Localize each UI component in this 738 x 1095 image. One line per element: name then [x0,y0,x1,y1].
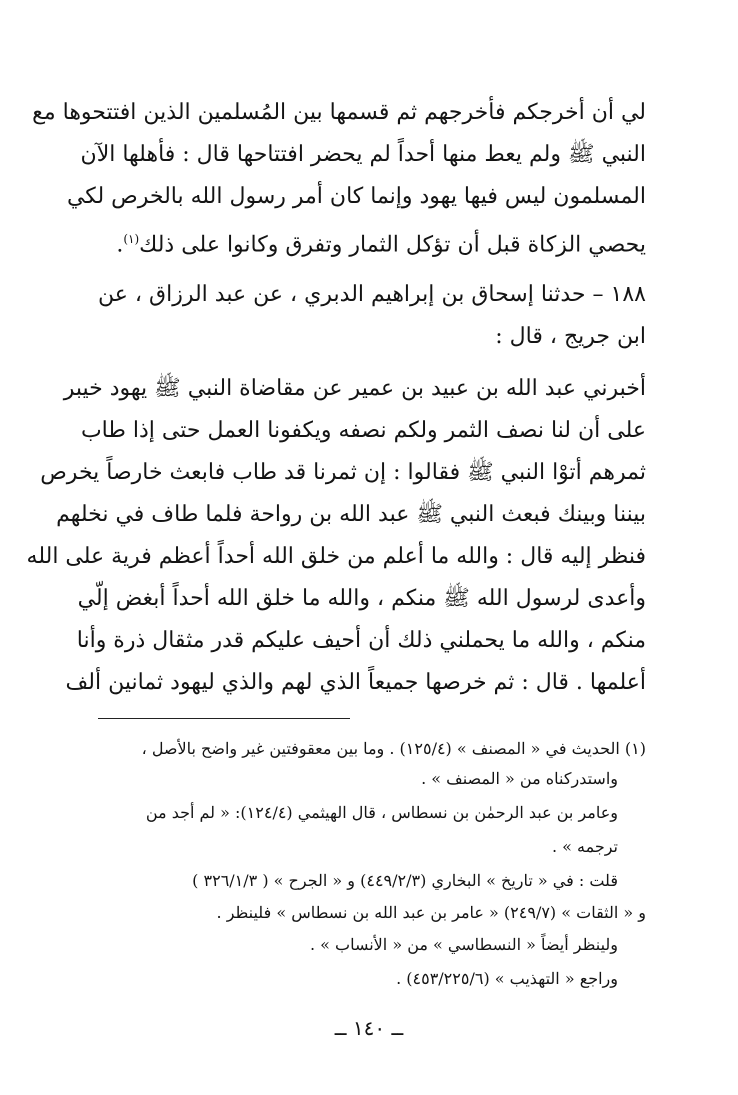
footnote-line: (١) الحديث في « المصنف » (١٢٥/٤) . وما بين معقوفتين غير واضح بالأصل ، [141,739,646,758]
text-line: بيننا وبينك فبعث النبي ﷺ عبد الله بن رواحة فلما طاف في نخلهم [56,502,646,527]
footnote-separator [98,718,350,719]
footnote-line: ولينظر أيضاً « النسطاسي » من « الأنساب » . [309,935,618,954]
footnote-line: قلت : في « تاريخ » البخاري (٤٤٩/٢/٣) و « الجرح » ( ٣٢٦/١/٣ ) [192,871,618,890]
text-line: فنظر إليه قال : والله ما أعلم من خلق الله أحداً أعظم فرية على الله [26,544,646,569]
text-line: لي أن أخرجكم فأخرجهم ثم قسمها بين المُسلمين الذين افتتحوها مع [32,100,646,125]
text-line: وأعدى لرسول الله ﷺ منكم ، والله ما خلق الله أحداً أبغض إلّي [77,586,646,611]
text-line: يحصي الزكاة قبل أن تؤكل الثمار وتفرق وكانوا على ذلك$^{(١)}$. [116,232,646,258]
text-line: على أن لنا نصف الثمر ولكم نصفه ويكفونا العمل حتى إذا طاب [80,418,646,443]
hadith-number-line: ١٨٨ – حدثنا إسحاق بن إبراهيم الدبري ، عن عبد الرزاق ، عن [98,282,646,307]
text-line: أخبرني عبد الله بن عبيد بن عمير عن مقاضاة النبي ﷺ يهود خيبر [63,376,646,401]
footnote-line: وراجع « التهذيب » (٤٥٣/٢٢٥/٦) . [396,969,618,988]
page-number: ــ ١٤٠ ــ [334,1016,404,1040]
footnote-line: ترجمه » . [551,837,618,856]
text-line: ثمرهم أتوْا النبي ﷺ فقالوا : إن ثمرنا قد طاب فابعث خارصاً يخرص [40,460,646,485]
footnote-marker: (١) [123,232,140,246]
text-line: أعلمها . قال : ثم خرصها جميعاً الذي لهم والذي ليهود ثمانين ألف [65,670,646,695]
footnote-line: و « الثقات » (٢٤٩/٧) « عامر بن عبد الله بن نسطاس » فلينظر . [216,903,646,922]
footnote-line: وعامر بن عبد الرحمٰن بن نسطاس ، قال الهيثمي (١٢٤/٤): « لم أجد من [145,803,618,822]
text-line: ابن جريج ، قال : [495,324,646,349]
text-line: النبي ﷺ ولم يعط منها أحداً لم يحضر افتتاحها قال : فأهلها الآن [80,142,646,167]
text-line: منكم ، والله ما يحملني ذلك أن أحيف عليكم قدر مثقال ذرة وأنا [76,628,646,653]
text-line: المسلمون ليس فيها يهود وإنما كان أمر رسول الله بالخرص لكي [66,184,646,209]
footnote-line: واستدركناه من « المصنف » . [421,769,618,788]
